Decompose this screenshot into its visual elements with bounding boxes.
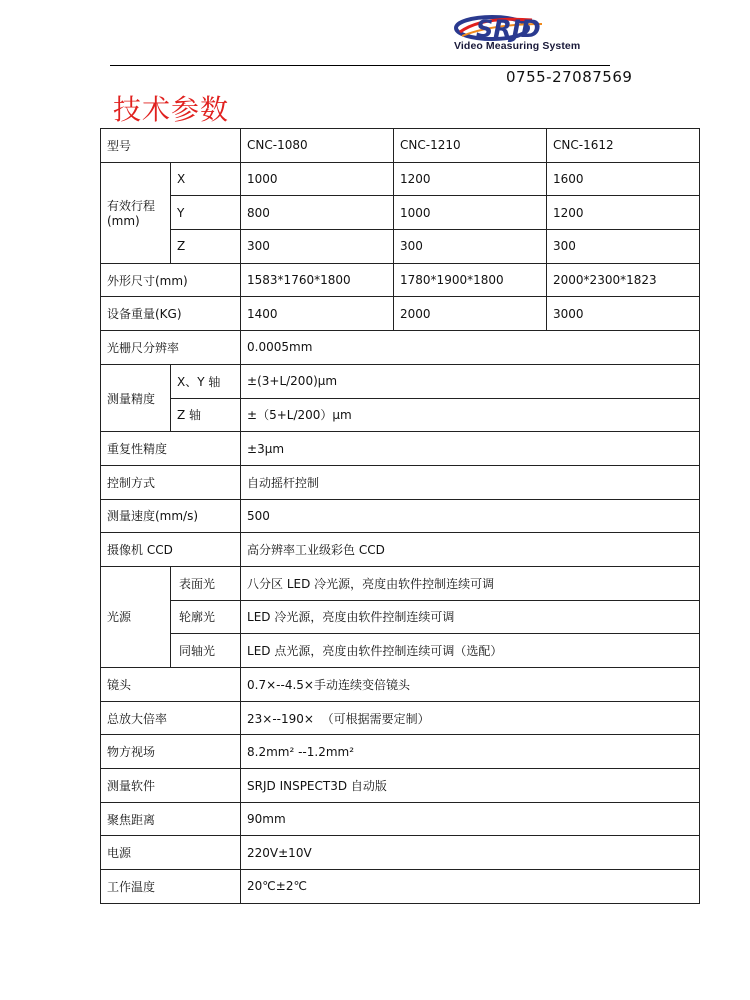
model-cell: CNC-1210	[394, 129, 547, 163]
value-cell: SRJD INSPECT3D 自动版	[241, 769, 700, 803]
value-cell: 20℃±2℃	[241, 870, 700, 904]
value-cell: 3000	[547, 297, 700, 331]
value-cell: 800	[241, 196, 394, 230]
value-cell: 高分辨率工业级彩色 CCD	[241, 533, 700, 567]
model-cell: CNC-1080	[241, 129, 394, 163]
sub-label: 同轴光	[171, 634, 241, 668]
row-label: 工作温度	[101, 870, 241, 904]
value-cell: 1780*1900*1800	[394, 263, 547, 297]
table-row	[101, 836, 700, 870]
table-row	[101, 870, 700, 904]
table-row	[101, 499, 700, 533]
sub-label: 表面光	[171, 566, 241, 600]
row-label: 光源	[101, 566, 171, 667]
row-label: 聚焦距离	[101, 802, 241, 836]
value-cell: 0.7×--4.5×手动连续变倍镜头	[241, 668, 700, 702]
value-cell: 220V±10V	[241, 836, 700, 870]
value-cell: 23×--190× （可根据需要定制）	[241, 701, 700, 735]
value-cell: 自动摇杆控制	[241, 465, 700, 499]
value-cell: 2000*2300*1823	[547, 263, 700, 297]
axis-label: Z	[171, 230, 241, 264]
table-row	[101, 364, 700, 398]
sub-label: X、Y 轴	[171, 364, 241, 398]
table-row	[101, 634, 700, 668]
row-label: 外形尺寸(mm)	[101, 263, 241, 297]
logo-icon	[452, 14, 602, 42]
table-row	[101, 701, 700, 735]
value-cell: 2000	[394, 297, 547, 331]
row-label: 测量精度	[101, 364, 171, 431]
row-label: 物方视场	[101, 735, 241, 769]
value-cell: 300	[241, 230, 394, 264]
row-label: 总放大倍率	[101, 701, 241, 735]
row-label: 测量速度(mm/s)	[101, 499, 241, 533]
value-cell: 90mm	[241, 802, 700, 836]
table-row	[101, 129, 700, 163]
row-label: 设备重量(KG)	[101, 297, 241, 331]
table-row	[101, 465, 700, 499]
row-label: 光栅尺分辨率	[101, 331, 241, 365]
header-divider	[110, 65, 610, 66]
row-label: 电源	[101, 836, 241, 870]
table-row	[101, 196, 700, 230]
table-row	[101, 735, 700, 769]
value-cell: 1000	[241, 162, 394, 196]
value-cell: LED 点光源，亮度由软件控制连续可调（选配）	[241, 634, 700, 668]
value-cell: ±(3+L/200)μm	[241, 364, 700, 398]
travel-label	[101, 162, 171, 263]
row-label: 控制方式	[101, 465, 241, 499]
value-cell: LED 冷光源，亮度由软件控制连续可调	[241, 600, 700, 634]
table-row	[101, 230, 700, 264]
value-cell: 八分区 LED 冷光源，亮度由软件控制连续可调	[241, 566, 700, 600]
travel-label-line2: (mm)	[107, 214, 140, 229]
spec-table	[100, 128, 700, 904]
value-cell: 1200	[394, 162, 547, 196]
value-cell: ±（5+L/200）μm	[241, 398, 700, 432]
table-row	[101, 263, 700, 297]
table-row	[101, 297, 700, 331]
travel-label-line1: 有效行程	[107, 199, 156, 214]
brand-tagline: Video Measuring System	[454, 40, 581, 52]
value-cell: 8.2mm² --1.2mm²	[241, 735, 700, 769]
value-cell: 1000	[394, 196, 547, 230]
value-cell: 1600	[547, 162, 700, 196]
table-row	[101, 533, 700, 567]
model-label: 型号	[101, 129, 241, 163]
table-row	[101, 566, 700, 600]
value-cell: 0.0005mm	[241, 331, 700, 365]
brand-wordmark: SRJD	[476, 15, 541, 42]
table-row	[101, 398, 700, 432]
table-row	[101, 162, 700, 196]
value-cell: 500	[241, 499, 700, 533]
row-label: 重复性精度	[101, 432, 241, 466]
value-cell: 1400	[241, 297, 394, 331]
brand-logo	[452, 14, 602, 56]
table-row	[101, 769, 700, 803]
model-cell: CNC-1612	[547, 129, 700, 163]
table-row	[101, 668, 700, 702]
axis-label: Y	[171, 196, 241, 230]
value-cell: 1200	[547, 196, 700, 230]
phone-number: 0755-27087569	[506, 68, 633, 86]
table-row	[101, 331, 700, 365]
page-title: 技术参数	[113, 93, 230, 126]
value-cell: 1583*1760*1800	[241, 263, 394, 297]
axis-label: X	[171, 162, 241, 196]
table-row	[101, 432, 700, 466]
sub-label: 轮廓光	[171, 600, 241, 634]
row-label: 镜头	[101, 668, 241, 702]
value-cell: ±3μm	[241, 432, 700, 466]
row-label: 测量软件	[101, 769, 241, 803]
value-cell: 300	[547, 230, 700, 264]
row-label: 摄像机 CCD	[101, 533, 241, 567]
sub-label: Z 轴	[171, 398, 241, 432]
table-row	[101, 600, 700, 634]
table-row	[101, 802, 700, 836]
value-cell: 300	[394, 230, 547, 264]
